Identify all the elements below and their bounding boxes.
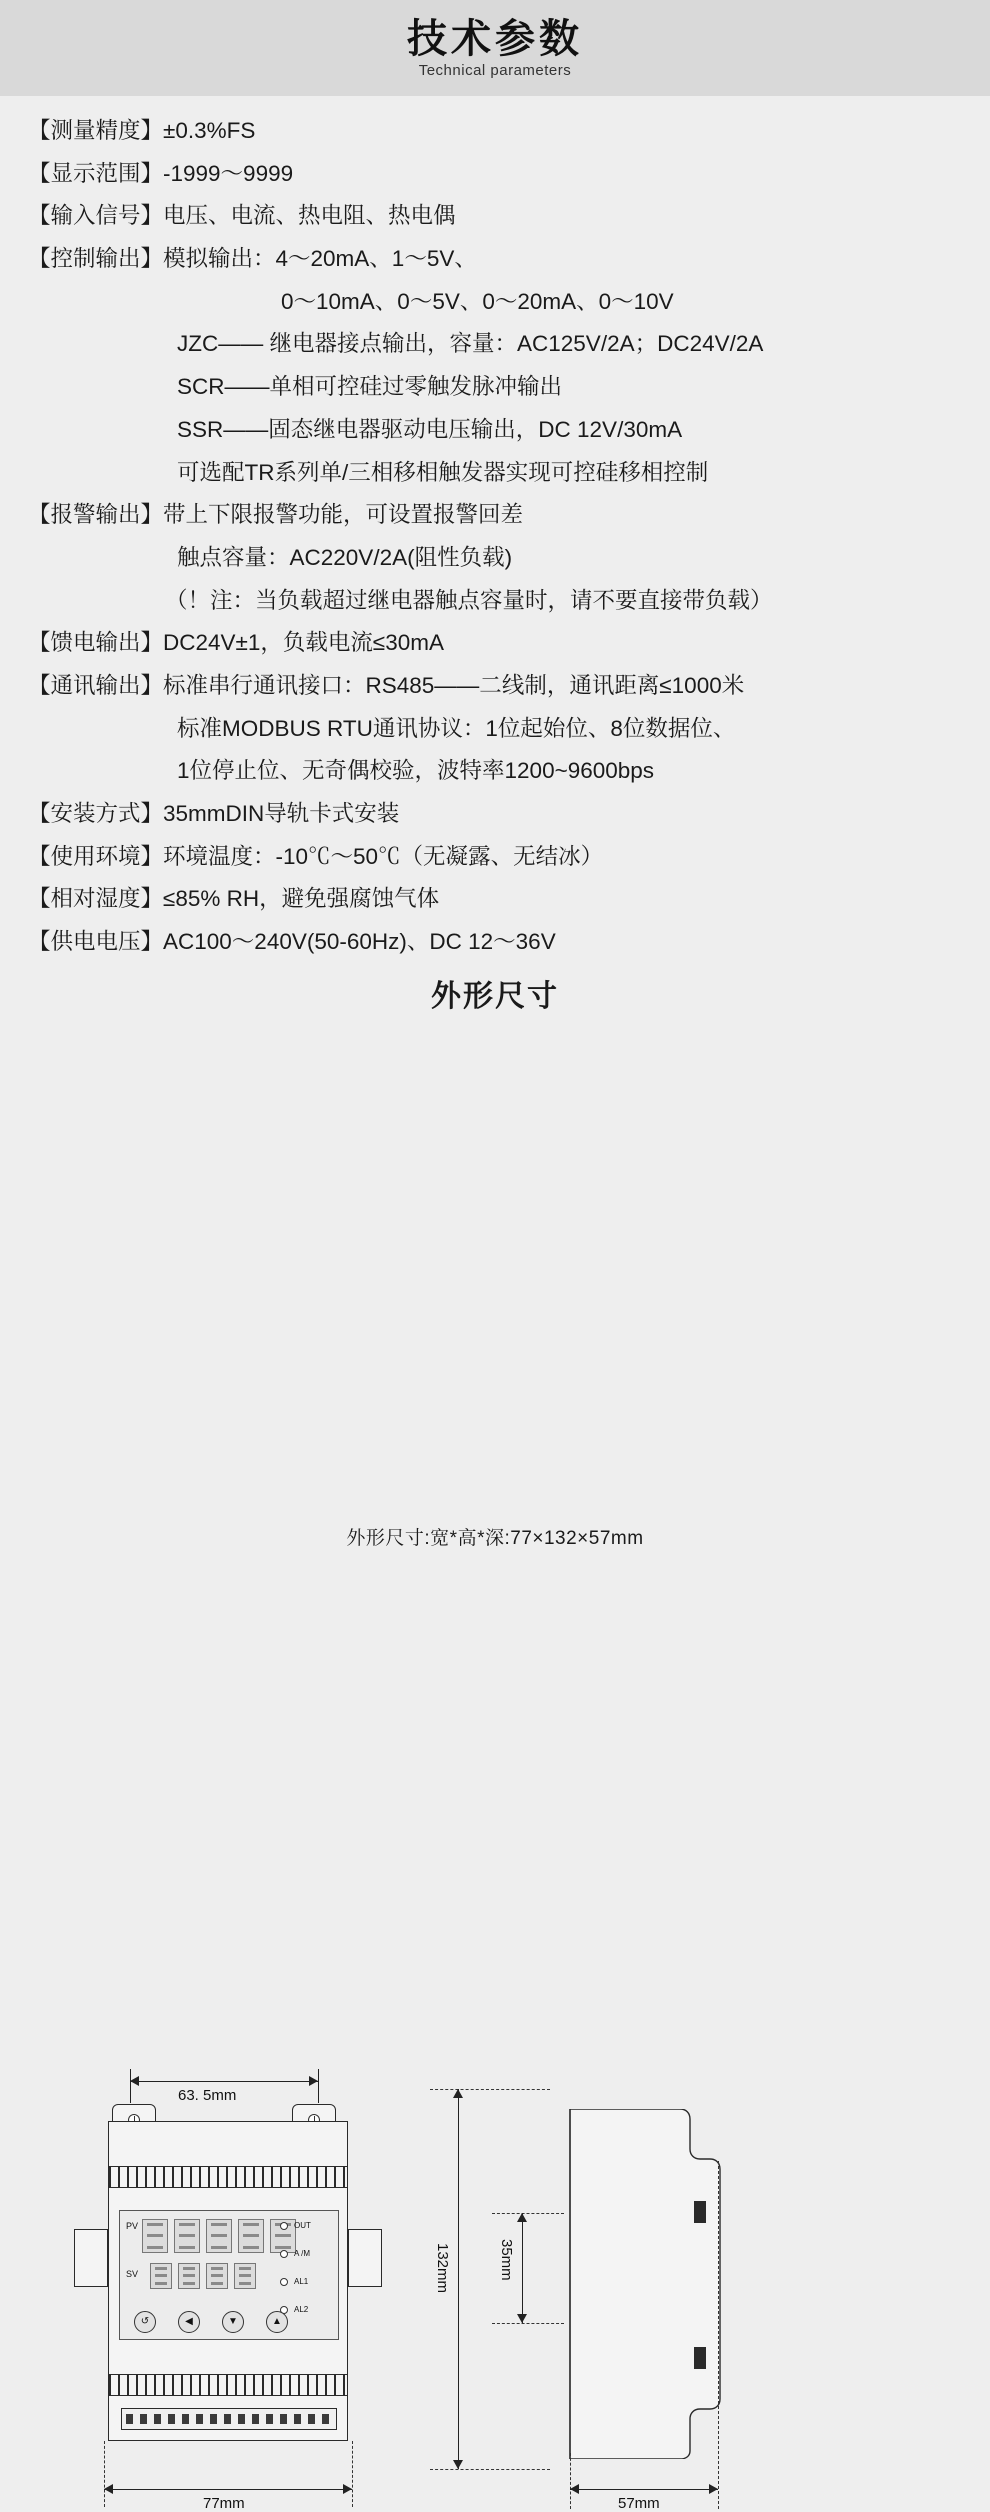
spec-row <box>28 671 962 786</box>
pv-digit-row <box>142 2219 296 2253</box>
spec-value: 1位停止位、无奇偶校验，波特率1200~9600bps <box>177 758 655 784</box>
terminal-screws-icon <box>126 2414 332 2424</box>
arrow-right-icon <box>709 2484 718 2494</box>
sv-digit-row <box>150 2263 256 2289</box>
spec-label: 【通讯输出】 <box>28 672 164 698</box>
dimensions-caption: 外形尺寸:宽*高*深:77×132×57mm <box>346 1527 644 1549</box>
dim-extension-line <box>718 2161 719 2509</box>
seven-segment-digit <box>238 2219 264 2253</box>
led-label: AL2 <box>294 2304 309 2314</box>
seven-segment-digit <box>206 2219 232 2253</box>
front-view-body <box>108 2121 348 2441</box>
arrow-right-icon <box>309 2076 318 2086</box>
vent-grill-bottom <box>109 2374 347 2396</box>
spec-value: 带上下限报警功能，可设置报警回差 <box>163 502 524 528</box>
seven-segment-digit <box>206 2263 228 2289</box>
dim-extension-line <box>104 2441 105 2507</box>
arrow-left-icon <box>130 2076 139 2086</box>
dim-extension-line <box>430 2469 550 2470</box>
spec-value: （！注：当负载超过继电器触点容量时，请不要直接带负载） <box>165 587 773 613</box>
page-title: 技术参数 <box>407 16 583 61</box>
spec-list <box>0 96 990 957</box>
spec-value: 可选配TR系列单/三相移相触发器实现可控硅移相控制 <box>177 459 709 485</box>
seven-segment-digit <box>234 2263 256 2289</box>
arrow-left-icon <box>570 2484 579 2494</box>
arrow-up-icon <box>453 2089 463 2098</box>
spec-value: ±0.3%FS <box>163 118 256 143</box>
arrow-down-icon <box>517 2314 527 2323</box>
dim-extension-line <box>318 2069 319 2103</box>
din-clip-right <box>348 2229 382 2287</box>
spec-row <box>28 799 962 829</box>
down-button[interactable]: ▼ <box>222 2311 244 2333</box>
dim-top-width-label: 63. 5mm <box>178 2086 237 2104</box>
dim-bottom-width-label: 77mm <box>203 2494 245 2512</box>
spec-value: -1999～9999 <box>163 160 294 186</box>
led-label: AL1 <box>294 2276 309 2286</box>
spec-row <box>28 884 962 914</box>
spec-label: 【供电电压】 <box>28 929 164 955</box>
arrow-right-icon <box>343 2484 352 2494</box>
spec-label: 【控制输出】 <box>28 246 164 272</box>
dim-extension-line <box>492 2213 564 2214</box>
spec-label: 【使用环境】 <box>28 843 164 869</box>
spec-row <box>28 500 962 615</box>
spec-label: 【输入信号】 <box>28 203 164 229</box>
side-view <box>560 2109 760 2454</box>
spec-value: DC24V±1，负载电流≤30mA <box>163 630 445 656</box>
spec-label: 【显示范围】 <box>28 160 164 186</box>
spec-label: 【相对湿度】 <box>28 886 164 912</box>
spec-value: SCR——单相可控硅过零触发脉冲输出 <box>177 374 563 400</box>
dim-line-rail-height <box>522 2213 523 2323</box>
spec-row <box>28 116 962 146</box>
dim-extension-line <box>570 2453 571 2509</box>
spec-row <box>28 842 962 872</box>
up-button[interactable]: ▲ <box>266 2311 288 2333</box>
dim-height-label: 132mm <box>434 2242 451 2293</box>
spec-value: 标准MODBUS RTU通讯协议：1位起始位、8位数据位、 <box>177 715 736 741</box>
dim-depth-label: 57mm <box>618 2494 660 2512</box>
spec-row <box>28 244 962 487</box>
display-panel <box>119 2210 339 2340</box>
spec-label: 【报警输出】 <box>28 502 164 528</box>
seven-segment-digit <box>150 2263 172 2289</box>
spec-label: 【测量精度】 <box>28 118 164 143</box>
set-button[interactable]: ↺ <box>134 2311 156 2333</box>
arrow-up-icon <box>517 2213 527 2222</box>
spec-value: 电压、电流、热电阻、热电偶 <box>163 203 456 229</box>
led-label: A /M <box>294 2248 311 2258</box>
dim-line-bottom-width <box>104 2489 352 2490</box>
dim-line-top-width <box>130 2081 318 2082</box>
vent-grill-top <box>109 2166 347 2188</box>
spec-value: 35mmDIN导轨卡式安装 <box>163 801 400 826</box>
spec-value: 标准串行通讯接口：RS485——二线制，通讯距离≤1000米 <box>163 672 745 698</box>
side-view-outline <box>560 2109 760 2459</box>
dim-extension-line <box>430 2089 550 2090</box>
led-al1-icon <box>280 2278 288 2286</box>
arrow-down-icon <box>453 2460 463 2469</box>
spec-row <box>28 201 962 231</box>
arrow-left-icon <box>104 2484 113 2494</box>
dim-line-height <box>458 2089 459 2469</box>
seven-segment-digit <box>142 2219 168 2253</box>
pv-label: PV <box>126 2220 139 2231</box>
page-subtitle: Technical parameters <box>418 61 572 79</box>
sv-label: SV <box>126 2268 139 2279</box>
spec-value: 模拟输出：4～20mA、1～5V、 <box>163 246 477 272</box>
led-label: OUT <box>294 2220 311 2230</box>
dimensions-title: 外形尺寸 <box>431 979 559 1013</box>
terminal-block <box>121 2408 337 2430</box>
spec-label: 【安装方式】 <box>28 801 164 826</box>
seven-segment-digit <box>174 2219 200 2253</box>
shift-button[interactable]: ◀ <box>178 2311 200 2333</box>
spec-value: 0～10mA、0～5V、0～20mA、0～10V <box>281 288 674 314</box>
spec-row <box>28 927 962 957</box>
seven-segment-digit <box>178 2263 200 2289</box>
led-out-icon <box>280 2222 288 2230</box>
spec-value: SSR——固态继电器驱动电压输出，DC 12V/30mA <box>177 416 683 442</box>
spec-value: 触点容量：AC220V/2A(阻性负载) <box>177 544 513 570</box>
dim-line-depth <box>570 2489 718 2490</box>
led-auto-manual-icon <box>280 2250 288 2258</box>
page-header <box>0 0 990 96</box>
spec-value: ≤85% RH，避免强腐蚀气体 <box>163 886 440 912</box>
din-clip-left <box>74 2229 108 2287</box>
spec-row <box>28 159 962 189</box>
dim-extension-line <box>492 2323 564 2324</box>
spec-value: JZC—— 继电器接点输出，容量：AC125V/2A；DC24V/2A <box>177 331 764 357</box>
spec-row <box>28 628 962 658</box>
dim-extension-line <box>352 2441 353 2507</box>
spec-value: 环境温度：-10℃～50℃（无凝露、无结冰） <box>163 843 604 869</box>
dim-rail-height-label: 35mm <box>498 2238 515 2281</box>
spec-value: AC100～240V(50-60Hz)、DC 12～36V <box>163 929 556 955</box>
dim-extension-line <box>130 2069 131 2103</box>
spec-label: 【馈电输出】 <box>28 630 164 656</box>
